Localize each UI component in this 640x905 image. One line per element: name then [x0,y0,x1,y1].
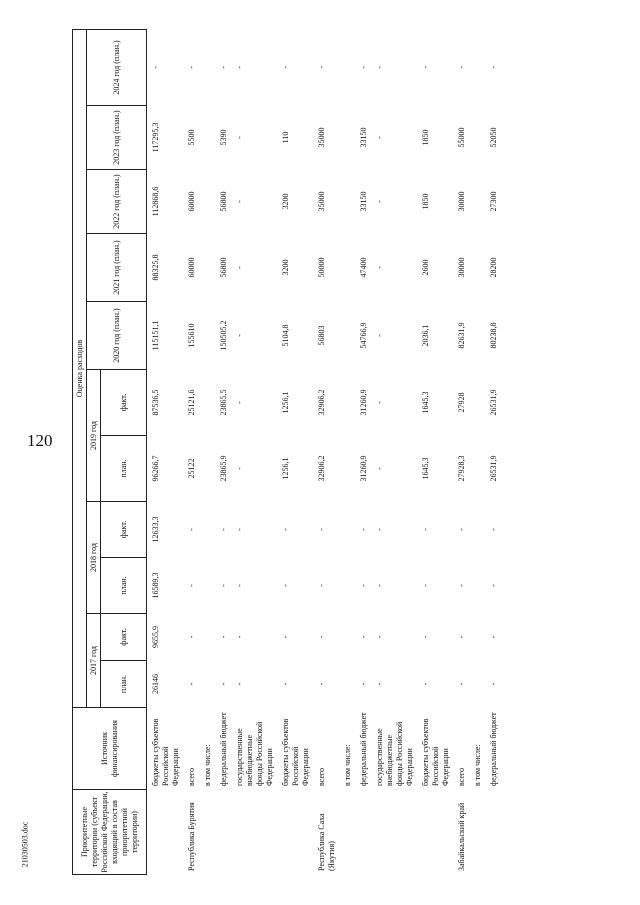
value-cell-2017-plan: - [219,682,228,686]
value-cell-2017-fact: - [359,635,368,639]
value-cell-2023: 110 [281,131,290,144]
value-cell-2018-plan [201,558,217,614]
territory-cell [357,790,373,875]
value-cell-2017-plan: 26146 [151,674,160,694]
value-cell-2019-fact: 1256,1 [281,391,290,414]
value-cell-2019-plan: - [375,467,384,470]
value-cell-2017-plan: - [375,682,384,686]
value-cell-2018-plan: - [235,584,244,587]
value-cell-2017-plan: - [457,682,466,686]
value-cell-2020: 80238,8 [489,322,498,349]
value-cell-2024 [471,29,487,105]
value-cell-2017-fact: - [281,635,290,639]
value-cell-2017-fact: - [317,635,326,639]
table-row [315,29,341,874]
value-cell-2020: 56803 [317,325,326,346]
value-cell-2018-plan: - [281,584,290,587]
value-cell-2017-fact [201,614,217,661]
value-cell-2020: 2036,1 [421,324,430,347]
value-cell-2018-fact: - [187,528,196,531]
value-cell-2023 [201,106,217,170]
page-number: 120 [27,431,53,450]
value-cell-2018-plan: - [457,584,466,587]
value-cell-2021: 50000 [317,257,326,278]
funding-source-cell: в том числе: [343,744,352,786]
value-cell-2018-plan: - [359,584,368,587]
value-cell-2020: 5104,8 [281,324,290,347]
value-cell-2024: - [375,65,384,69]
value-cell-2017-plan [201,661,217,708]
value-cell-2019-plan: 23865,9 [219,455,228,482]
table-row [185,29,201,874]
table-row [201,29,217,874]
value-cell-2024: - [219,65,228,69]
value-cell-2017-fact [471,614,487,661]
value-cell-2018-fact: - [489,528,498,531]
funding-source-cell: федеральный бюджет [359,712,368,786]
territory-cell [147,790,186,875]
value-cell-2021: 28200 [489,257,498,278]
table-row [419,29,455,874]
value-cell-2020 [201,302,217,370]
value-cell-2020: - [375,334,384,337]
value-cell-2023: 33150 [359,127,368,148]
value-cell-2018-fact [201,502,217,558]
value-cell-2018-fact [471,502,487,558]
territory-cell [419,790,455,875]
value-cell-2020: 150505,2 [219,320,228,351]
header-year-2017: 2017 год [87,614,101,708]
value-cell-2018-plan: - [187,584,196,587]
value-cell-2020: 115151,1 [151,320,160,351]
value-cell-2020: 155610 [187,323,196,348]
value-cell-2022 [341,170,357,234]
funding-source-cell: в том числе: [203,744,212,786]
header-2019-plan: план. [101,436,147,502]
value-cell-2023 [341,106,357,170]
value-cell-2018-plan: - [375,584,384,587]
value-cell-2019-fact: 23865,5 [219,389,228,416]
table-row [455,29,471,874]
territory-cell: Забайкальский край [457,802,466,871]
value-cell-2022 [471,170,487,234]
value-cell-2023: 55000 [457,127,466,148]
rotated-table-container [72,30,562,875]
value-cell-2024 [201,29,217,105]
header-year-2018: 2018 год [87,502,101,614]
value-cell-2018-fact: - [235,528,244,531]
value-cell-2023: 117295,3 [151,122,160,153]
value-cell-2019-plan: 27928,3 [457,455,466,482]
value-cell-2018-fact: - [317,528,326,531]
value-cell-2021 [341,234,357,302]
value-cell-2017-plan: - [317,682,326,686]
value-cell-2021: 88325,8 [151,254,160,281]
value-cell-2022: 56800 [219,191,228,212]
value-cell-2023: 52050 [489,127,498,148]
value-cell-2023 [471,106,487,170]
table-row [147,29,186,874]
value-cell-2017-plan: - [421,682,430,686]
funding-source-cell: всего [187,767,196,786]
value-cell-2018-fact [341,502,357,558]
value-cell-2019-plan: 1645,3 [421,457,430,480]
funding-source-cell: государственные внебюджетные фонды Российской Федерации [235,721,274,786]
value-cell-2019-fact: 32906,2 [317,389,326,416]
value-cell-2019-plan: 25122 [187,458,196,479]
value-cell-2023: - [235,136,244,139]
funding-source-cell: бюджеты субъектов Российской Федерации [151,718,180,786]
value-cell-2024: - [421,65,430,69]
value-cell-2021: 30000 [457,257,466,278]
value-cell-2019-fact: 27928 [457,392,466,413]
value-cell-2023: - [375,136,384,139]
territory-cell [233,790,279,875]
value-cell-2022: - [375,200,384,203]
funding-source-cell: федеральный бюджет [219,712,228,786]
value-cell-2020: 82631,9 [457,322,466,349]
value-cell-2017-fact: - [489,635,498,639]
value-cell-2021: 56800 [219,257,228,278]
value-cell-2018-fact: - [421,528,430,531]
territory-cell [279,790,315,875]
territory-cell [341,790,357,875]
funding-source-cell: всего [457,767,466,786]
value-cell-2022: 30000 [457,191,466,212]
value-cell-2019-fact [201,370,217,436]
header-2018-fact: факт. [101,502,147,558]
document-code: 21030503.doc [20,821,30,868]
value-cell-2019-fact: 26531,9 [489,389,498,416]
value-cell-2021 [201,234,217,302]
value-cell-2019-plan: 96266,7 [151,455,160,482]
table-row [471,29,487,874]
value-cell-2019-plan: 32906,2 [317,455,326,482]
table-row [373,29,419,874]
value-cell-2020 [471,302,487,370]
value-cell-2022: 35000 [317,191,326,212]
header-year-2019: 2019 год [87,370,101,502]
value-cell-2022: 27300 [489,191,498,212]
value-cell-2018-fact: - [457,528,466,531]
table-row [487,29,503,874]
territory-cell [373,790,419,875]
value-cell-2021: 2600 [421,259,430,276]
funding-source-cell: федеральный бюджет [489,712,498,786]
value-cell-2017-fact: 9655,9 [151,626,160,648]
table-row [357,29,373,874]
value-cell-2019-plan [341,436,357,502]
header-year-2020: 2020 год (план.) [87,302,147,370]
territory-cell [217,790,233,875]
table-row [217,29,233,874]
value-cell-2017-fact: - [187,635,196,639]
value-cell-2022: - [235,200,244,203]
header-source: Источник финансирования [73,708,147,790]
value-cell-2017-fact: - [375,635,384,639]
value-cell-2021: 3200 [281,259,290,276]
value-cell-2018-fact: - [359,528,368,531]
territory-cell [487,790,503,875]
header-2018-plan: план. [101,558,147,614]
value-cell-2017-fact: - [421,635,430,639]
header-year-2023: 2023 год (план.) [87,106,147,170]
funding-source-cell: бюджеты субъектов Российской Федерации [281,718,310,786]
value-cell-2023: 35000 [317,127,326,148]
value-cell-2017-plan [341,661,357,708]
value-cell-2024 [341,29,357,105]
value-cell-2022: 112868,6 [151,186,160,217]
expenditure-table [72,29,503,875]
value-cell-2018-plan: 16589,3 [151,572,160,599]
value-cell-2017-plan: - [281,682,290,686]
header-year-2022: 2022 год (план.) [87,170,147,234]
value-cell-2018-fact: - [375,528,384,531]
territory-cell [471,790,487,875]
value-cell-2021: 60000 [187,257,196,278]
table-header [73,29,147,874]
value-cell-2024: - [457,65,466,69]
table-row [233,29,279,874]
value-cell-2020: 54766,9 [359,322,368,349]
header-year-2021: 2021 год (план.) [87,234,147,302]
value-cell-2024: - [489,65,498,69]
header-territory: Приоритетные территории (субъект Российской Федерации, входящий в состав приоритетной территории) [73,790,147,875]
value-cell-2018-fact: - [219,528,228,531]
value-cell-2023: 1850 [421,129,430,146]
value-cell-2018-fact: 12633,3 [151,516,160,543]
value-cell-2024: - [235,65,244,69]
table-body [147,29,504,874]
header-2017-plan: план. [101,661,147,708]
value-cell-2018-plan: - [489,584,498,587]
value-cell-2019-fact: 25121,6 [187,389,196,416]
value-cell-2017-fact: - [235,635,244,639]
value-cell-2021 [471,234,487,302]
value-cell-2019-fact [341,370,357,436]
funding-source-cell: государственные внебюджетные фонды Российской Федерации [375,721,414,786]
value-cell-2019-fact: - [235,401,244,404]
value-cell-2024: - [187,65,196,69]
value-cell-2017-plan: - [235,682,244,686]
value-cell-2021: - [235,266,244,269]
value-cell-2019-fact: - [375,401,384,404]
value-cell-2022 [201,170,217,234]
value-cell-2019-plan: 26531,9 [489,455,498,482]
value-cell-2023: 5390 [219,129,228,146]
table-row [341,29,357,874]
value-cell-2021: 47400 [359,257,368,278]
value-cell-2019-plan: 1256,1 [281,457,290,480]
value-cell-2020 [341,302,357,370]
value-cell-2022: 3200 [281,193,290,210]
value-cell-2019-fact: 31260,9 [359,389,368,416]
value-cell-2018-plan [471,558,487,614]
value-cell-2019-fact: 1645,3 [421,391,430,414]
value-cell-2024: - [281,65,290,69]
value-cell-2019-plan: - [235,467,244,470]
territory-cell: Республика Бурятия [187,802,196,871]
value-cell-2023: 5500 [187,129,196,146]
value-cell-2022: 33150 [359,191,368,212]
value-cell-2024: - [359,65,368,69]
value-cell-2024: - [151,65,160,69]
value-cell-2018-plan [341,558,357,614]
value-cell-2021: - [375,266,384,269]
header-estimate: Оценка расходов [73,29,87,707]
header-2017-fact: факт. [101,614,147,661]
value-cell-2017-fact [341,614,357,661]
territory-cell: Республика Саха (Якутия) [317,813,336,871]
value-cell-2019-plan: 31260,9 [359,455,368,482]
value-cell-2017-plan: - [187,682,196,686]
header-2019-fact: факт. [101,370,147,436]
value-cell-2018-fact: - [281,528,290,531]
value-cell-2019-plan [471,436,487,502]
value-cell-2017-plan: - [489,682,498,686]
territory-cell [201,790,217,875]
value-cell-2017-plan: - [359,682,368,686]
funding-source-cell: бюджеты субъектов Российской Федерации [421,718,450,786]
table-row [279,29,315,874]
funding-source-cell: всего [317,767,326,786]
value-cell-2018-plan: - [317,584,326,587]
value-cell-2019-plan [201,436,217,502]
value-cell-2022: 60000 [187,191,196,212]
value-cell-2017-fact: - [219,635,228,639]
value-cell-2018-plan: - [421,584,430,587]
value-cell-2024: - [317,65,326,69]
value-cell-2019-fact [471,370,487,436]
value-cell-2017-plan [471,661,487,708]
value-cell-2019-fact: 87536,5 [151,389,160,416]
header-year-2024: 2024 год (план.) [87,29,147,105]
funding-source-cell: в том числе: [473,744,482,786]
value-cell-2022: 1850 [421,193,430,210]
value-cell-2020: - [235,334,244,337]
value-cell-2017-fact: - [457,635,466,639]
value-cell-2018-plan: - [219,584,228,587]
